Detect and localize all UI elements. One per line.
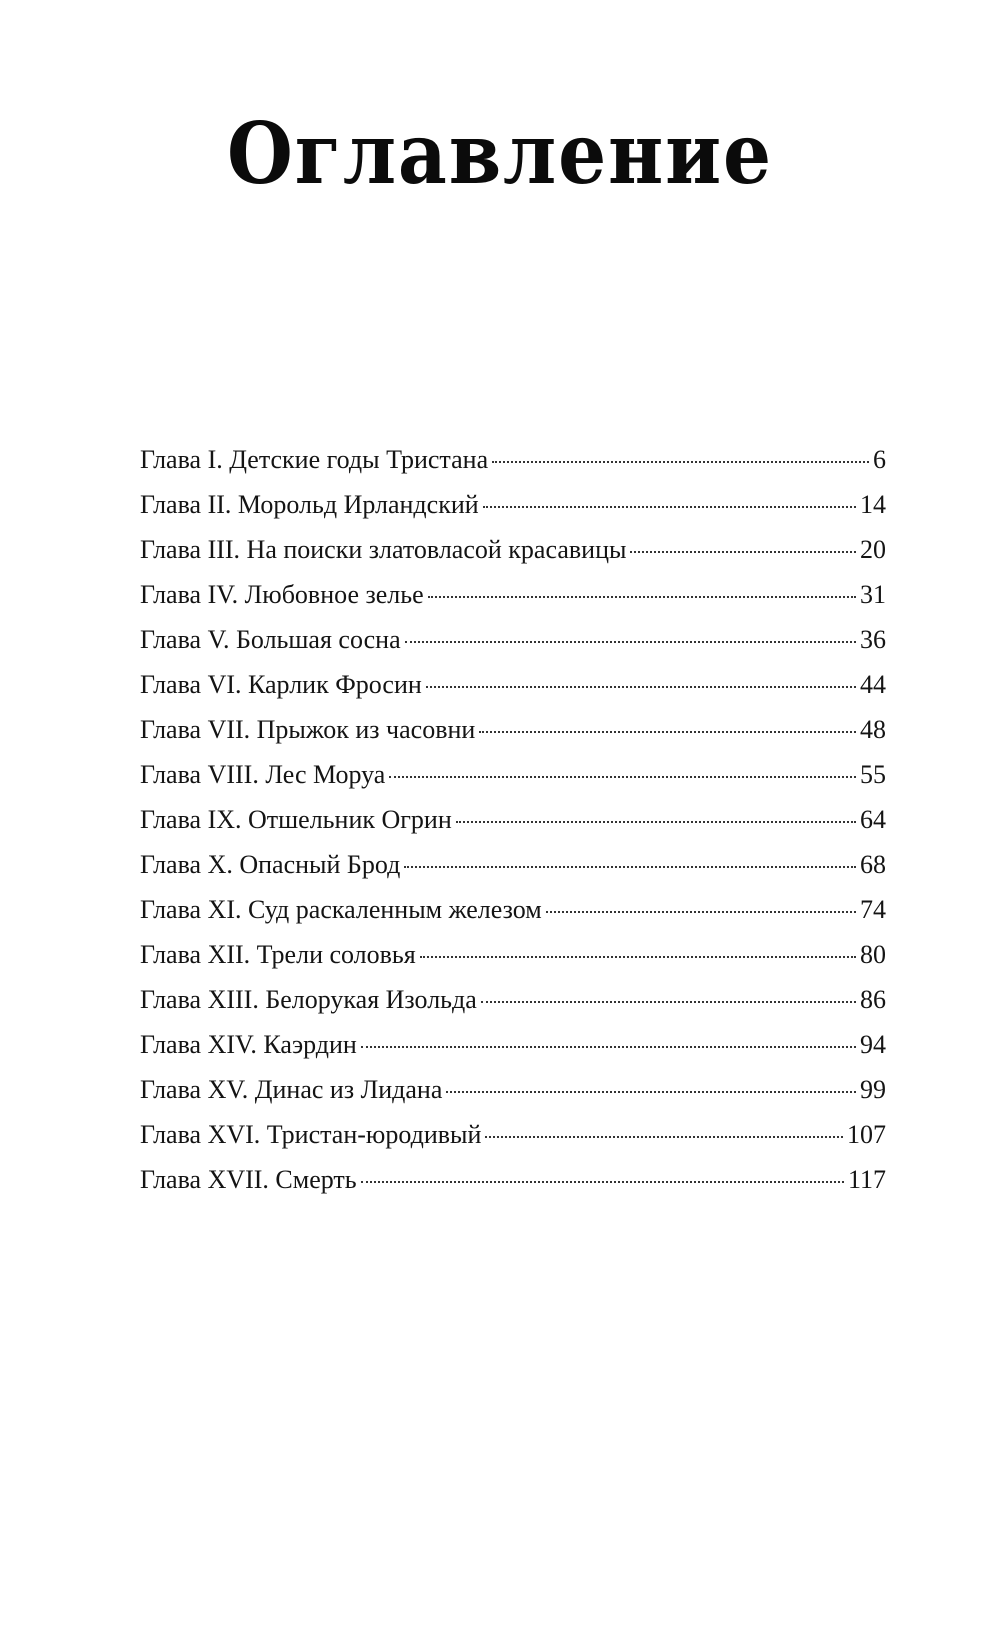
- dot-leader: [404, 866, 856, 868]
- dot-leader: [361, 1181, 844, 1183]
- toc-page-number: 68: [860, 850, 886, 879]
- toc-page-number: 14: [860, 490, 886, 519]
- toc-page-number: 80: [860, 940, 886, 969]
- toc-entry: [140, 1022, 886, 1067]
- toc-chapter-title: Глава X. Опасный Брод: [140, 850, 401, 879]
- toc-chapter-title: Глава XIII. Белорукая Изольда: [140, 985, 477, 1014]
- toc-chapter-title: Глава IX. Отшельник Огрин: [140, 805, 452, 834]
- toc-entry: [140, 1112, 886, 1157]
- dot-leader: [630, 551, 856, 553]
- dot-leader: [420, 956, 856, 958]
- toc-page-number: 20: [860, 535, 886, 564]
- toc-chapter-title: Глава III. На поиски златовласой красавицы: [140, 535, 627, 564]
- toc-page-number: 74: [860, 895, 886, 924]
- toc-entry: [140, 842, 886, 887]
- dot-leader: [428, 596, 856, 598]
- toc-entry: [140, 977, 886, 1022]
- toc-entry: [140, 527, 886, 572]
- toc-page-number: 117: [847, 1165, 886, 1194]
- toc-page-number: 107: [847, 1120, 886, 1149]
- toc-chapter-title: Глава IV. Любовное зелье: [140, 580, 424, 609]
- toc-page-number: 44: [860, 670, 886, 699]
- toc-page-number: 36: [860, 625, 886, 654]
- toc-entry: [140, 1157, 886, 1202]
- toc-page-number: 64: [860, 805, 886, 834]
- dot-leader: [361, 1046, 856, 1048]
- toc-page-number: 48: [860, 715, 886, 744]
- toc-chapter-title: Глава XII. Трели соловья: [140, 940, 416, 969]
- dot-leader: [389, 776, 856, 778]
- toc-entry: [140, 752, 886, 797]
- toc-page-number: 99: [860, 1075, 886, 1104]
- toc-entry: [140, 617, 886, 662]
- dot-leader: [492, 461, 869, 463]
- toc-chapter-title: Глава II. Морольд Ирландский: [140, 490, 479, 519]
- toc-page-number: 6: [873, 445, 886, 474]
- toc-page-number: 31: [860, 580, 886, 609]
- toc-page-number: 86: [860, 985, 886, 1014]
- dot-leader: [483, 506, 856, 508]
- table-of-contents: [140, 437, 886, 1202]
- dot-leader: [405, 641, 856, 643]
- dot-leader: [426, 686, 856, 688]
- toc-chapter-title: Глава XV. Динас из Лидана: [140, 1075, 443, 1104]
- dot-leader: [546, 911, 856, 913]
- toc-entry: [140, 1067, 886, 1112]
- toc-entry: [140, 932, 886, 977]
- toc-entry: [140, 662, 886, 707]
- toc-entry: [140, 572, 886, 617]
- toc-chapter-title: Глава VIII. Лес Моруа: [140, 760, 386, 789]
- toc-chapter-title: Глава XI. Суд раскаленным железом: [140, 895, 542, 924]
- toc-chapter-title: Глава XVII. Смерть: [140, 1165, 357, 1194]
- toc-entry: [140, 887, 886, 932]
- page-title: Оглавление: [227, 104, 773, 203]
- toc-entry: [140, 482, 886, 527]
- toc-entry: [140, 797, 886, 842]
- toc-chapter-title: Глава XVI. Тристан-юродивый: [140, 1120, 482, 1149]
- toc-chapter-title: Глава VI. Карлик Фросин: [140, 670, 422, 699]
- dot-leader: [456, 821, 856, 823]
- dot-leader: [485, 1136, 843, 1138]
- dot-leader: [446, 1091, 856, 1093]
- dot-leader: [481, 1001, 856, 1003]
- dot-leader: [479, 731, 856, 733]
- toc-chapter-title: Глава V. Большая сосна: [140, 625, 401, 654]
- toc-chapter-title: Глава I. Детские годы Тристана: [140, 445, 489, 474]
- toc-page-number: 94: [860, 1030, 886, 1059]
- toc-entry: [140, 707, 886, 752]
- toc-page-number: 55: [860, 760, 886, 789]
- toc-chapter-title: Глава XIV. Каэрдин: [140, 1030, 357, 1059]
- toc-entry: [140, 437, 886, 482]
- toc-chapter-title: Глава VII. Прыжок из часовни: [140, 715, 476, 744]
